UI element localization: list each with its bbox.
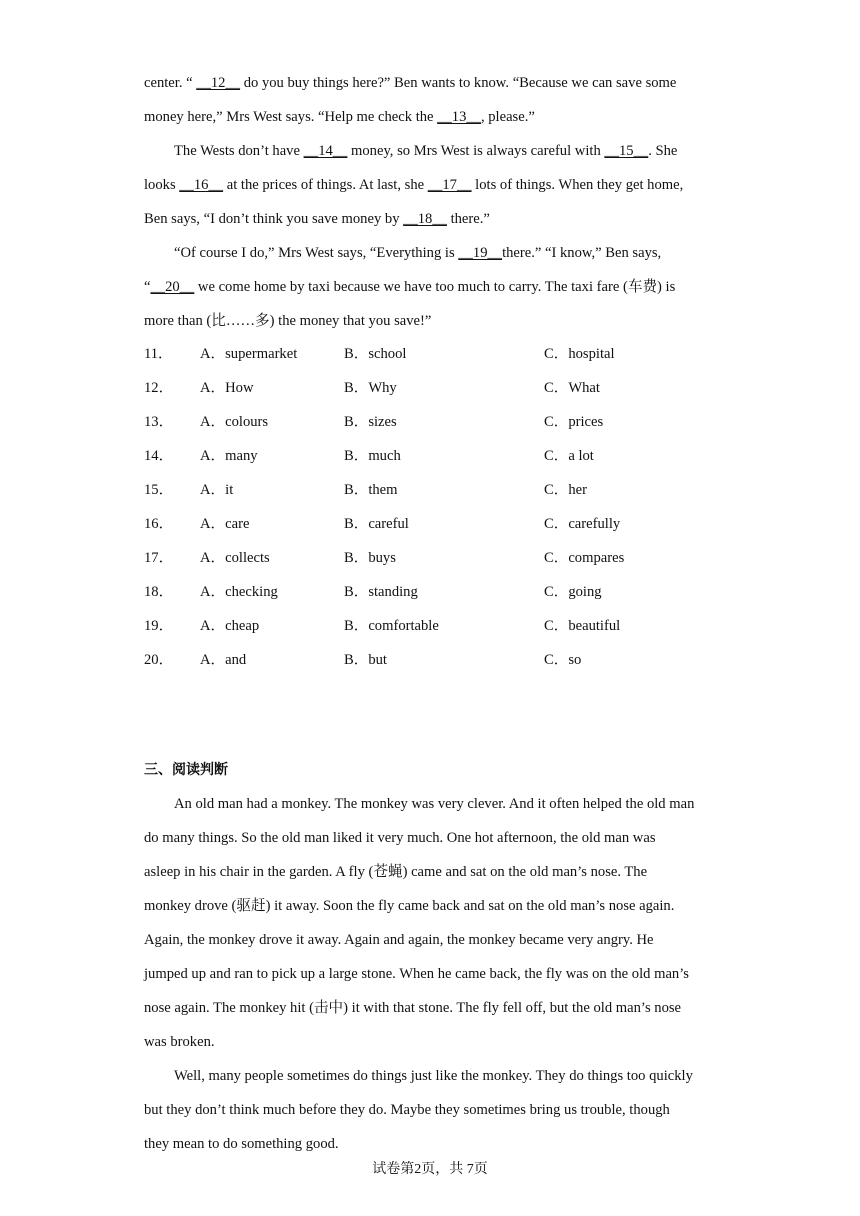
blank-16: __16__ (179, 177, 224, 193)
question-number: 12． (144, 380, 174, 396)
passage-line (174, 141, 677, 161)
option-b: B．buys (344, 550, 396, 566)
passage-line: monkey drove (驱赶) it away. Soon the fly came back and sat on the old man’s nose again. (144, 898, 675, 914)
passage-text: Ben says, “I don’t think you save money by (144, 211, 404, 227)
passage-text: “ (144, 279, 151, 295)
passage-text: do you buy things here?” Ben wants to know. “Because we can save some (240, 75, 677, 91)
passage-line (144, 73, 676, 93)
passage-text: lots of things. When they get home, (471, 177, 684, 193)
passage-text: looks (144, 177, 180, 193)
question-number: 16． (144, 516, 174, 532)
question-number: 18． (144, 584, 174, 600)
passage-line: but they don’t think much before they do. Maybe they sometimes bring us trouble, though (144, 1102, 670, 1118)
passage-text: “Of course I do,” Mrs West says, “Everything is (174, 245, 459, 261)
passage-text: there.” “I know,” Ben says, (502, 245, 662, 261)
blank-18: __18__ (403, 211, 447, 227)
passage-text: we come home by taxi because we have too much to carry. The taxi fare (车费) is (194, 279, 676, 295)
option-a: A．How (200, 380, 254, 396)
option-c: C．hospital (544, 346, 615, 362)
passage-line (144, 175, 683, 195)
blank-14: __14__ (303, 143, 348, 159)
option-a: A．colours (200, 414, 269, 430)
option-c: C．beautiful (544, 618, 621, 634)
passage-line: Well, many people sometimes do things just like the monkey. They do things too quickly (174, 1068, 693, 1084)
option-b: B．Why (344, 380, 397, 396)
question-number: 14． (144, 448, 174, 464)
option-b: B．them (344, 482, 398, 498)
option-c: C．going (544, 584, 602, 600)
blank-17: __17__ (427, 177, 472, 193)
passage-text: center. “ (144, 75, 197, 91)
option-b: B．comfortable (344, 618, 439, 634)
option-c: C．a lot (544, 448, 594, 464)
option-b: B．but (344, 652, 387, 668)
option-a: A．collects (200, 550, 270, 566)
passage-line: asleep in his chair in the garden. A fly (苍蝇) came and sat on the old man’s nose. The (144, 864, 648, 880)
option-b: B．school (344, 346, 407, 362)
passage-line: was broken. (144, 1034, 215, 1050)
passage-text: there.” (446, 211, 490, 227)
option-a: A．checking (200, 584, 278, 600)
passage-line: jumped up and ran to pick up a large stone. When he came back, the fly was on the old man’s (144, 966, 689, 982)
option-a: A．cheap (200, 618, 260, 634)
passage-text: The Wests don’t have (174, 143, 304, 159)
passage-line (144, 209, 490, 229)
question-number: 17． (144, 550, 174, 566)
question-number: 19． (144, 618, 174, 634)
option-c: C．What (544, 380, 600, 396)
passage-line: they mean to do something good. (144, 1136, 339, 1152)
option-b: B．careful (344, 516, 409, 532)
option-c: C．carefully (544, 516, 621, 532)
option-c: C．compares (544, 550, 625, 566)
passage-text: at the prices of things. At last, she (223, 177, 428, 193)
passage-line (144, 277, 675, 297)
passage-line: Again, the monkey drove it away. Again and again, the monkey became very angry. He (144, 932, 654, 948)
blank-13: __13__ (437, 109, 481, 125)
blank-15: __15__ (604, 143, 649, 159)
option-a: A．and (200, 652, 247, 668)
passage-text: , please.” (480, 109, 535, 125)
passage-text: . She (648, 143, 678, 159)
option-a: A．it (200, 482, 234, 498)
question-number: 11． (144, 346, 173, 362)
passage-line (144, 107, 535, 127)
option-b: B．much (344, 448, 401, 464)
passage-line: do many things. So the old man liked it very much. One hot afternoon, the old man was (144, 830, 656, 846)
passage-line: An old man had a monkey. The monkey was very clever. And it often helped the old man (174, 796, 695, 812)
question-number: 15． (144, 482, 174, 498)
option-c: C．so (544, 652, 582, 668)
option-b: B．standing (344, 584, 418, 600)
option-a: A．care (200, 516, 250, 532)
passage-line: nose again. The monkey hit (击中) it with that stone. The fly fell off, but the old man’s nose (144, 1000, 682, 1016)
passage-line (174, 243, 661, 263)
option-c: C．her (544, 482, 587, 498)
passage-text: money here,” Mrs West says. “Help me check the (144, 109, 438, 125)
section-title: 三、阅读判断 (144, 762, 228, 778)
question-number: 13． (144, 414, 174, 430)
blank-12: __12__ (196, 75, 241, 91)
page-footer: 试卷第2页，共 7页 (372, 1162, 488, 1177)
question-number: 20． (144, 652, 174, 668)
option-a: A．supermarket (200, 346, 298, 362)
option-b: B．sizes (344, 414, 397, 430)
blank-19: __19__ (458, 245, 503, 261)
option-c: C．prices (544, 414, 604, 430)
passage-text: money, so Mrs West is always careful with (347, 143, 605, 159)
passage-line: more than (比……多) the money that you save!” (144, 313, 432, 329)
blank-20: __20__ (150, 279, 195, 295)
option-a: A．many (200, 448, 258, 464)
